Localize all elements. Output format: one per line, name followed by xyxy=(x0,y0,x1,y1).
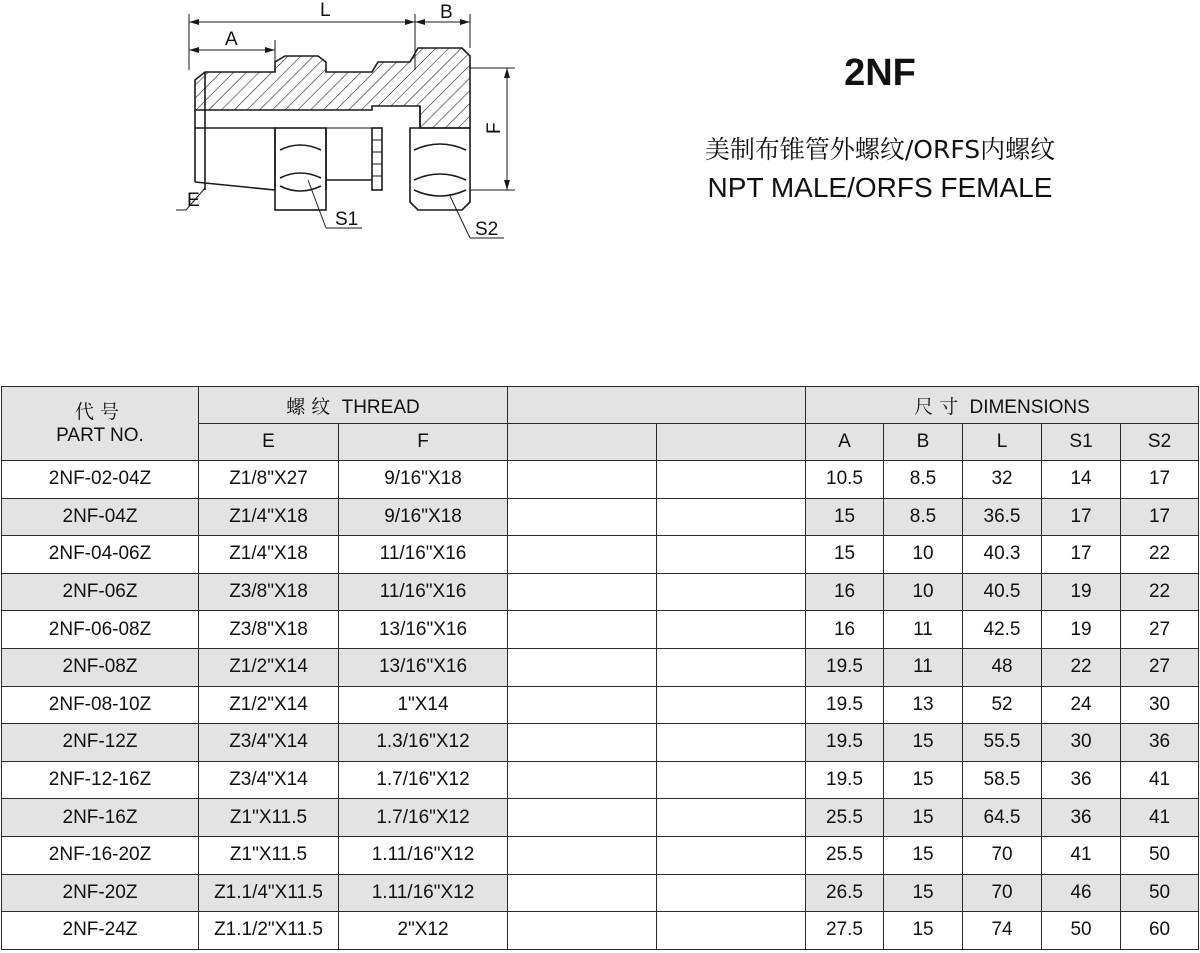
table-body xyxy=(2,461,1199,950)
cell-f: 1.7/16"X12 xyxy=(339,761,508,799)
cell-s2: 27 xyxy=(1121,611,1199,649)
cell-blank xyxy=(657,686,806,724)
cell-l: 42.5 xyxy=(963,611,1042,649)
cell-blank xyxy=(508,686,657,724)
col-s1: S1 xyxy=(1042,424,1121,461)
cell-s1: 19 xyxy=(1042,573,1121,611)
cell-f: 9/16"X18 xyxy=(339,461,508,499)
col-blank-1 xyxy=(508,424,657,461)
cell-a: 16 xyxy=(806,611,884,649)
fitting-drawing xyxy=(170,0,530,250)
cell-l: 48 xyxy=(963,648,1042,686)
cell-b: 15 xyxy=(884,761,963,799)
subtitle-english: NPT MALE/ORFS FEMALE xyxy=(707,172,1053,203)
cell-e: Z3/4"X14 xyxy=(199,761,339,799)
cell-e: Z1/8"X27 xyxy=(199,461,339,499)
header-part-no-cn: 代号 xyxy=(74,400,125,423)
table-row xyxy=(2,874,1199,912)
cell-blank xyxy=(657,761,806,799)
header-thread xyxy=(199,387,508,424)
cell-s2: 17 xyxy=(1121,498,1199,536)
cell-blank xyxy=(508,648,657,686)
cell-b: 15 xyxy=(884,874,963,912)
cell-s1: 50 xyxy=(1042,912,1121,950)
cell-s1: 30 xyxy=(1042,724,1121,762)
cell-e: Z3/4"X14 xyxy=(199,724,339,762)
header-thread-cn: 螺纹 xyxy=(286,395,337,418)
cell-s1: 46 xyxy=(1042,874,1121,912)
header-dimensions-cn: 尺寸 xyxy=(914,395,965,418)
cell-f: 1"X14 xyxy=(339,686,508,724)
cell-blank xyxy=(657,648,806,686)
cell-b: 15 xyxy=(884,799,963,837)
cell-s2: 17 xyxy=(1121,461,1199,499)
cell-a: 19.5 xyxy=(806,724,884,762)
cell-s2: 22 xyxy=(1121,573,1199,611)
cell-part: 2NF-16Z xyxy=(2,799,199,837)
header-dimensions-en: DIMENSIONS xyxy=(969,396,1090,418)
cell-part: 2NF-24Z xyxy=(2,912,199,950)
subtitle-chinese: 美制布锥管外螺纹/ORFS内螺纹 xyxy=(704,135,1056,164)
cell-s1: 41 xyxy=(1042,836,1121,874)
cell-blank xyxy=(508,498,657,536)
cell-blank xyxy=(657,836,806,874)
cell-a: 10.5 xyxy=(806,461,884,499)
cell-s1: 17 xyxy=(1042,498,1121,536)
cell-e: Z1/4"X18 xyxy=(199,536,339,574)
cell-s2: 60 xyxy=(1121,912,1199,950)
header-blank xyxy=(508,387,806,424)
cell-s2: 22 xyxy=(1121,536,1199,574)
col-blank-2 xyxy=(657,424,806,461)
cell-blank xyxy=(657,799,806,837)
cell-l: 52 xyxy=(963,686,1042,724)
table-row xyxy=(2,573,1199,611)
cell-b: 15 xyxy=(884,912,963,950)
cell-s1: 22 xyxy=(1042,648,1121,686)
col-l: L xyxy=(963,424,1042,461)
table-row xyxy=(2,912,1199,950)
cell-blank xyxy=(657,536,806,574)
label-s1: S1 xyxy=(335,209,359,230)
header-part-no-en: PART NO. xyxy=(56,424,144,446)
label-e: E xyxy=(187,190,200,211)
cell-a: 19.5 xyxy=(806,648,884,686)
cell-b: 13 xyxy=(884,686,963,724)
cell-e: Z1"X11.5 xyxy=(199,799,339,837)
cell-a: 19.5 xyxy=(806,686,884,724)
cell-f: 1.7/16"X12 xyxy=(339,799,508,837)
cell-blank xyxy=(657,498,806,536)
cell-f: 1.3/16"X12 xyxy=(339,724,508,762)
cell-blank xyxy=(508,724,657,762)
table-row xyxy=(2,461,1199,499)
cell-f: 1.11/16"X12 xyxy=(339,874,508,912)
cell-a: 25.5 xyxy=(806,836,884,874)
label-f: F xyxy=(484,122,505,134)
cell-blank xyxy=(508,573,657,611)
col-s2: S2 xyxy=(1121,424,1199,461)
table-row xyxy=(2,686,1199,724)
table-row xyxy=(2,498,1199,536)
cell-f: 11/16"X16 xyxy=(339,573,508,611)
cell-blank xyxy=(508,761,657,799)
cell-s1: 36 xyxy=(1042,799,1121,837)
cell-f: 13/16"X16 xyxy=(339,611,508,649)
cell-b: 10 xyxy=(884,536,963,574)
cell-s2: 50 xyxy=(1121,874,1199,912)
table-row xyxy=(2,724,1199,762)
cell-l: 58.5 xyxy=(963,761,1042,799)
cell-part: 2NF-08Z xyxy=(2,648,199,686)
header-part-no xyxy=(2,387,199,461)
cell-b: 15 xyxy=(884,836,963,874)
cell-blank xyxy=(508,836,657,874)
cell-b: 10 xyxy=(884,573,963,611)
cell-b: 11 xyxy=(884,648,963,686)
table-row xyxy=(2,761,1199,799)
cell-l: 36.5 xyxy=(963,498,1042,536)
cell-f: 1.11/16"X12 xyxy=(339,836,508,874)
cell-part: 2NF-08-10Z xyxy=(2,686,199,724)
cell-l: 55.5 xyxy=(963,724,1042,762)
cell-f: 9/16"X18 xyxy=(339,498,508,536)
cell-blank xyxy=(657,461,806,499)
cell-a: 15 xyxy=(806,536,884,574)
cell-s1: 17 xyxy=(1042,536,1121,574)
col-f: F xyxy=(339,424,508,461)
cell-blank xyxy=(657,611,806,649)
cell-part: 2NF-06-08Z xyxy=(2,611,199,649)
cell-s2: 41 xyxy=(1121,761,1199,799)
cell-e: Z1/2"X14 xyxy=(199,686,339,724)
cell-e: Z3/8"X18 xyxy=(199,611,339,649)
cell-s2: 36 xyxy=(1121,724,1199,762)
table-row xyxy=(2,799,1199,837)
cell-blank xyxy=(508,799,657,837)
cell-blank xyxy=(657,573,806,611)
label-s2: S2 xyxy=(475,219,499,240)
cell-blank xyxy=(657,912,806,950)
cell-s1: 14 xyxy=(1042,461,1121,499)
table-row xyxy=(2,536,1199,574)
cell-l: 40.5 xyxy=(963,573,1042,611)
cell-part: 2NF-12-16Z xyxy=(2,761,199,799)
cell-s1: 24 xyxy=(1042,686,1121,724)
cell-s2: 30 xyxy=(1121,686,1199,724)
cell-blank xyxy=(508,912,657,950)
cell-blank xyxy=(657,724,806,762)
cell-e: Z1/2"X14 xyxy=(199,648,339,686)
cell-l: 70 xyxy=(963,836,1042,874)
table-row xyxy=(2,611,1199,649)
cell-a: 25.5 xyxy=(806,799,884,837)
cell-a: 26.5 xyxy=(806,874,884,912)
label-a: A xyxy=(225,29,238,50)
spec-table xyxy=(1,386,1199,950)
cell-part: 2NF-12Z xyxy=(2,724,199,762)
cell-s2: 50 xyxy=(1121,836,1199,874)
cell-part: 2NF-04Z xyxy=(2,498,199,536)
cell-f: 2"X12 xyxy=(339,912,508,950)
cell-e: Z1/4"X18 xyxy=(199,498,339,536)
cell-e: Z1.1/4"X11.5 xyxy=(199,874,339,912)
cell-l: 64.5 xyxy=(963,799,1042,837)
cell-e: Z3/8"X18 xyxy=(199,573,339,611)
cell-e: Z1.1/2"X11.5 xyxy=(199,912,339,950)
cell-part: 2NF-20Z xyxy=(2,874,199,912)
cell-blank xyxy=(508,611,657,649)
cell-a: 16 xyxy=(806,573,884,611)
table-row xyxy=(2,836,1199,874)
cell-blank xyxy=(508,874,657,912)
cell-s1: 36 xyxy=(1042,761,1121,799)
col-a: A xyxy=(806,424,884,461)
col-b: B xyxy=(884,424,963,461)
cell-l: 70 xyxy=(963,874,1042,912)
cell-s2: 41 xyxy=(1121,799,1199,837)
cell-part: 2NF-06Z xyxy=(2,573,199,611)
cell-b: 8.5 xyxy=(884,498,963,536)
label-l: L xyxy=(320,0,331,21)
cell-l: 32 xyxy=(963,461,1042,499)
cell-b: 11 xyxy=(884,611,963,649)
cell-blank xyxy=(508,461,657,499)
cell-a: 19.5 xyxy=(806,761,884,799)
cell-part: 2NF-16-20Z xyxy=(2,836,199,874)
cell-e: Z1"X11.5 xyxy=(199,836,339,874)
cell-l: 74 xyxy=(963,912,1042,950)
cell-b: 8.5 xyxy=(884,461,963,499)
cell-f: 11/16"X16 xyxy=(339,536,508,574)
col-e: E xyxy=(199,424,339,461)
cell-f: 13/16"X16 xyxy=(339,648,508,686)
cell-part: 2NF-02-04Z xyxy=(2,461,199,499)
cell-blank xyxy=(508,536,657,574)
header-dimensions xyxy=(806,387,1199,424)
cell-s2: 27 xyxy=(1121,648,1199,686)
table-row xyxy=(2,648,1199,686)
cell-l: 40.3 xyxy=(963,536,1042,574)
cell-b: 15 xyxy=(884,724,963,762)
cell-part: 2NF-04-06Z xyxy=(2,536,199,574)
page-title: 2NF xyxy=(844,52,916,94)
header-thread-en: THREAD xyxy=(341,396,420,418)
cell-blank xyxy=(657,874,806,912)
cell-a: 15 xyxy=(806,498,884,536)
cell-a: 27.5 xyxy=(806,912,884,950)
label-b: B xyxy=(440,2,453,23)
cell-s1: 19 xyxy=(1042,611,1121,649)
